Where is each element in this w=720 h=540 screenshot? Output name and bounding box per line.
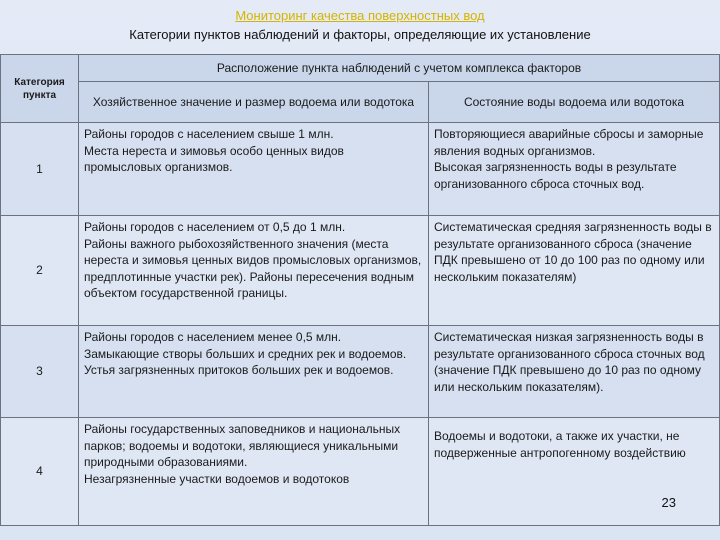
category-cell: 4 (1, 418, 79, 526)
factor-line: Замыкающие створы больших и средних рек и водоемов. Устья загрязненных притоков больших рек и водоемов. (84, 346, 407, 378)
table-row (1, 326, 720, 418)
water-state-cell (429, 123, 720, 216)
factors-cell (79, 326, 429, 418)
table-row (1, 216, 720, 326)
factor-line: Районы городов с населением менее 0,5 млн. (84, 330, 342, 344)
factor-line: Незагрязненные участки водоемов и водотоков (84, 471, 350, 486)
factors-cell (79, 216, 429, 326)
category-cell: 1 (1, 123, 79, 216)
water-state-cell (429, 326, 720, 418)
category-column-header: Категория пункта (1, 55, 79, 123)
water-state-column-header: Состояние воды водоема или водотока (429, 82, 720, 123)
factor-line: Районы городов с населением свыше 1 млн. (84, 127, 334, 141)
category-cell: 3 (1, 326, 79, 418)
slide-subtitle: Категории пунктов наблюдений и факторы, определяющие их установление (129, 27, 591, 42)
factor-line: Места нереста и зимовья особо ценных видов промысловых организмов. (84, 143, 344, 175)
water-state-cell (429, 216, 720, 326)
factors-cell (79, 418, 429, 526)
factors-cell (79, 123, 429, 216)
factor-line: Районы государственных заповедников и национальных парков; водоемы и водотоки, являющиеся уникальными природными образованиями. (84, 422, 401, 470)
state-line: Повторяющиеся аварийные сбросы и заморные явления водных организмов. (434, 127, 704, 158)
state-line: Водоемы и водотоки, а также их участки, не подверженные антропогенному воздействию (434, 429, 686, 460)
category-cell: 2 (1, 216, 79, 326)
state-line: Систематическая низкая загрязненность воды в результате организованного сброса сточных вод (значение ПДК превышено до 10 раз по одному или нескольким показателям). (434, 330, 705, 394)
factor-line: Районы важного рыбохозяйственного значения (места нереста и зимовья ценных видов промысловых организмов, предплотинные участки рек). Районы пересечения водным объектом государственной границы. (84, 236, 422, 301)
location-group-header: Расположение пункта наблюдений с учетом комплекса факторов (79, 55, 720, 82)
economic-value-column-header: Хозяйственное значение и размер водоема или водотока (79, 82, 429, 123)
state-line: Систематическая средняя загрязненность воды в результате организованного сброса (значение ПДК превышено от 10 до 100 раз по одному или нескольким показателям) (434, 220, 712, 284)
slide-title-link[interactable]: Мониторинг качества поверхностных вод (235, 8, 485, 23)
table-row (1, 123, 720, 216)
table-row (1, 418, 720, 526)
state-line: Высокая загрязненность воды в результате организованного сброса сточных вод. (434, 160, 677, 191)
categories-table (0, 54, 720, 526)
factor-line: Районы городов с населением от 0,5 до 1 млн. (84, 220, 346, 234)
page-number: 23 (661, 495, 676, 510)
